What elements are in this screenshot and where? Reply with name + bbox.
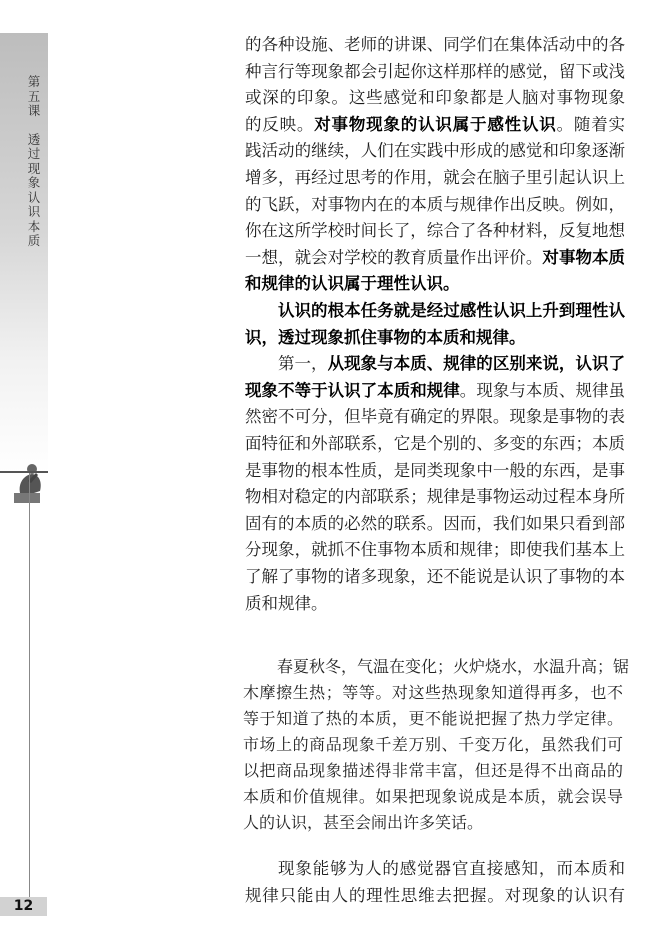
text-segment: 质和规律。 (245, 593, 328, 613)
text-segment: 。现象与本质、规律虽 (459, 380, 626, 400)
lesson-number: 第五课 (27, 74, 41, 118)
text-segment: 春夏秋冬，气温在变化；火炉烧水，水温升高；锯 (277, 657, 630, 676)
text-line (245, 62, 625, 82)
text-segment: 规律只能由人的理性思维去把握。对现象的认识有 (245, 885, 625, 905)
bold-text: 对事物本质 (542, 247, 626, 267)
chapter-sidebar (0, 33, 48, 473)
text-line (245, 567, 625, 587)
text-line (245, 35, 625, 55)
text-segment: 等于知道了热的本质，更不能说把握了热力学定律。 (243, 709, 623, 728)
text-line (243, 761, 623, 781)
text-line (245, 381, 625, 401)
text-segment: 面特征和外部联系，它是个别的、多变的东西；本质 (245, 434, 625, 453)
page-number: 12 (0, 897, 47, 916)
text-line (245, 487, 625, 507)
bold-text: 从现象与本质、规律的区别来说，认识了 (327, 354, 626, 374)
text-segment: 分现象，就抓不住事物本质和规律；即使我们基本上 (245, 540, 625, 560)
text-line (245, 514, 625, 534)
text-line (245, 168, 625, 188)
text-segment: 的飞跃，对事物内在的本质与规律作出反映。例如， (245, 194, 625, 214)
text-segment: 。随着实 (556, 114, 626, 134)
text-line (278, 301, 625, 321)
text-segment: 以把商品现象描述得非常丰富，但还是得不出商品的 (243, 761, 623, 780)
text-line (243, 735, 623, 755)
text-segment: 物相对稳定的内部联系；规律是事物运动过程本身所 (245, 487, 625, 507)
text-segment: 的反映。 (245, 114, 315, 134)
text-segment: 增多，再经过思考的作用，就会在脑子里引起认识上 (245, 168, 625, 187)
bold-text: 现象不等于认识了本质和规律 (245, 380, 460, 400)
text-line (243, 709, 623, 729)
text-segment: 本质和价值规律。如果把现象说成是本质，就会误导 (243, 787, 623, 806)
text-line (245, 221, 625, 241)
lesson-title: 透过现象认识本质 (27, 131, 41, 248)
text-line (277, 657, 630, 677)
text-segment: 然密不可分，但毕竟有确定的界限。现象是事物的表 (245, 407, 625, 427)
text-segment: 或深的印象。这些感觉和印象都是人脑对事物现象 (245, 88, 625, 108)
text-line (243, 813, 623, 833)
text-line (245, 461, 625, 481)
text-line (245, 115, 625, 135)
text-line (245, 407, 625, 427)
bold-text: 识，透过现象抓住事物的本质和规律。 (245, 327, 526, 347)
text-segment: 第一， (278, 354, 328, 374)
text-line (245, 886, 625, 906)
text-segment: 固有的本质的必然的联系。因而，我们如果只看到部 (245, 513, 625, 533)
text-line (245, 434, 625, 454)
text-segment: 一想，就会对学校的教育质量作出评价。 (245, 247, 543, 267)
text-segment: 种言行等现象都会引起你这样那样的感觉，留下或浅 (245, 61, 625, 81)
text-segment: 现象能够为人的感觉器官直接感知，而本质和 (278, 859, 625, 878)
text-segment: 你在这所学校时间长了，综合了各种材料，反复地想 (245, 221, 625, 241)
divider-vertical (29, 473, 30, 897)
bold-text: 认识的根本任务就是经过感性认识上升到理性认 (278, 301, 625, 320)
divider-horizontal (0, 471, 48, 473)
text-line (245, 88, 625, 108)
text-line (245, 274, 625, 294)
text-segment: 了解了事物的诸多现象，还不能说是认识了事物的本 (245, 567, 625, 586)
text-line (278, 859, 625, 879)
text-line (245, 594, 625, 614)
text-line (245, 141, 625, 161)
text-line (278, 354, 625, 374)
text-segment: 市场上的商品现象千差万别、千变万化，虽然我们可 (243, 735, 623, 754)
text-segment: 木摩擦生热；等等。对这些热现象知道得再多，也不 (243, 683, 623, 702)
text-line (245, 248, 625, 268)
text-line (245, 540, 625, 560)
text-segment: 践活动的继续，人们在实践中形成的感觉和印象逐渐 (245, 141, 625, 161)
text-line (243, 683, 623, 703)
text-segment: 是事物的根本性质，是同类现象中一般的东西，是事 (245, 460, 625, 480)
bold-text: 和规律的认识属于理性认识。 (245, 274, 460, 294)
text-segment: 人的认识，甚至会闹出许多笑话。 (243, 813, 484, 832)
chapter-title (26, 75, 42, 249)
text-line (245, 328, 625, 348)
text-segment: 的各种设施、老师的讲课、同学们在集体活动中的各 (245, 35, 625, 54)
text-line (245, 195, 625, 215)
text-line (243, 787, 623, 807)
bold-text: 对事物现象的认识属于感性认识 (314, 114, 557, 134)
